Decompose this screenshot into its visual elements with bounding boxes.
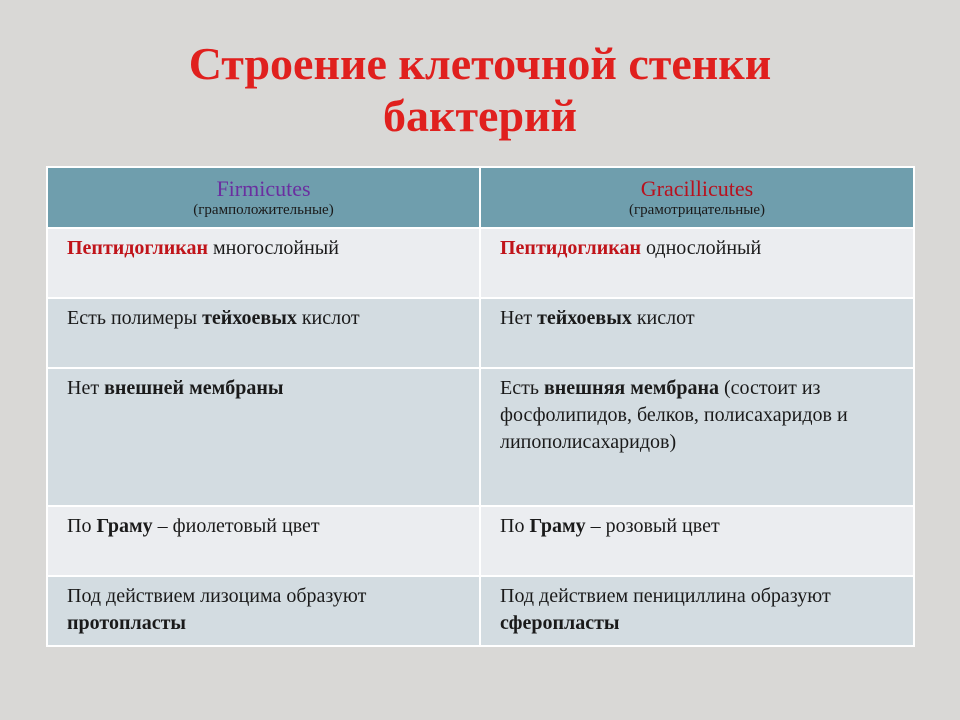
header-name: Firmicutes	[216, 175, 311, 201]
header-name: Gracillicutes	[640, 175, 754, 201]
cell-text: – фиолетовый цвет	[152, 515, 320, 537]
header-firmicutes	[47, 167, 480, 228]
cell-peptidoglycan-right	[480, 228, 914, 298]
table-row	[47, 228, 914, 298]
cell-text: По	[67, 515, 97, 537]
bold-text: внешней мембраны	[104, 377, 284, 399]
cell-peptidoglycan-left	[47, 228, 480, 298]
cell-gram-right	[480, 506, 914, 576]
bold-text: тейхоевых	[537, 307, 632, 329]
header-gracillicutes	[480, 167, 914, 228]
cell-text: Нет	[67, 377, 105, 399]
cell-membrane-left	[47, 368, 480, 506]
cell-action-left	[47, 576, 480, 646]
bold-text: внешняя мембрана	[543, 377, 719, 399]
table-row	[47, 298, 914, 368]
comparison-table	[46, 166, 915, 647]
cell-membrane-right	[480, 368, 914, 506]
cell-text: Есть	[500, 377, 544, 399]
cell-teichoic-left	[47, 298, 480, 368]
cell-text: Под действием пенициллина образуют	[500, 585, 831, 607]
table-row	[47, 506, 914, 576]
page-title	[0, 38, 960, 142]
bold-text: протопласты	[67, 612, 187, 634]
cell-text: кислот	[631, 307, 695, 329]
cell-text: Есть полимеры	[67, 307, 203, 329]
table-row	[47, 368, 914, 506]
header-subtitle: (грамположительные)	[193, 201, 334, 218]
cell-text: однослойный	[640, 237, 762, 259]
header-subtitle: (грамотрицательные)	[629, 201, 765, 218]
bold-text: Граму	[96, 515, 153, 537]
cell-text: Нет	[500, 307, 538, 329]
bold-text: сферопласты	[500, 612, 620, 634]
highlight-text: Пептидогликан	[500, 237, 641, 259]
title-line-1: Строение клеточной стенки	[188, 38, 772, 89]
cell-teichoic-right	[480, 298, 914, 368]
cell-gram-left	[47, 506, 480, 576]
highlight-text: Пептидогликан	[67, 237, 208, 259]
title-line-2: бактерий	[382, 90, 578, 141]
cell-action-right	[480, 576, 914, 646]
cell-text: По	[500, 515, 530, 537]
table-row	[47, 576, 914, 646]
cell-text: кислот	[296, 307, 360, 329]
cell-text: Под действием лизоцима образуют	[67, 585, 367, 607]
cell-text: многослойный	[207, 237, 339, 259]
bold-text: Граму	[529, 515, 586, 537]
cell-text: (состоит из фосфолипидов, белков, полисахаридов и липополисахаридов)	[500, 377, 848, 453]
cell-text: – розовый цвет	[585, 515, 720, 537]
bold-text: тейхоевых	[202, 307, 297, 329]
table-header-row	[47, 167, 914, 228]
